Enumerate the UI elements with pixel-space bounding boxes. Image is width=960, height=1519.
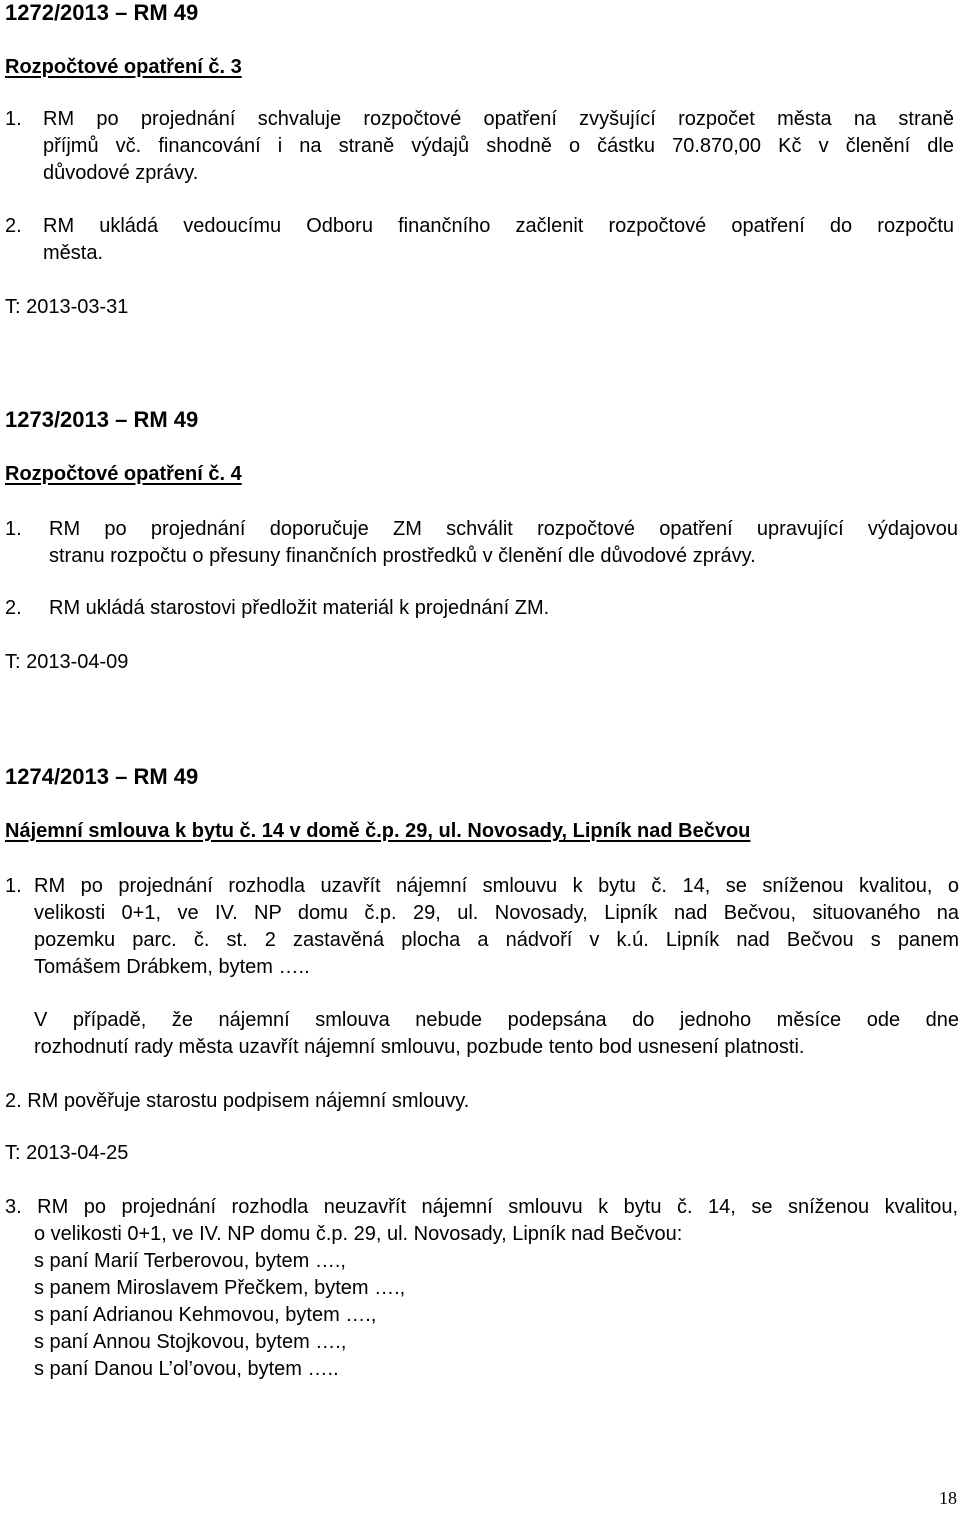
resolution-1273-deadline: T: 2013-04-09 (5, 651, 129, 673)
resolution-1274-person-item: s paní Danou L’ol’ovou, bytem ….. (34, 1358, 339, 1380)
resolution-1273-subtitle: Rozpočtové opatření č. 4 (5, 463, 242, 485)
resolution-1274-condition-line: rozhodnutí rady města uzavřít nájemní smlouvu, pozbude tento bod usnesení platnosti. (34, 1036, 805, 1058)
resolution-1273-heading: 1273/2013 – RM 49 (5, 407, 199, 432)
resolution-1272-heading: 1272/2013 – RM 49 (5, 0, 199, 25)
resolution-1272-item2-number: 2. (5, 215, 22, 237)
resolution-1273-item1-number: 1. (5, 518, 22, 540)
resolution-1272-subtitle: Rozpočtové opatření č. 3 (5, 56, 242, 78)
resolution-1274-item2: 2. RM pověřuje starostu podpisem nájemní smlouvy. (5, 1090, 470, 1112)
resolution-1273-item1-line: stranu rozpočtu o přesuny finančních prostředků v členění dle důvodové zprávy. (49, 545, 756, 567)
resolution-1272-item2-line: města. (43, 242, 104, 264)
resolution-1274-item1-number: 1. (5, 875, 22, 897)
resolution-1272-item1-line: příjmů vč. financování i na straně výdajů shodně o částku 70.870,00 Kč v členění dle (43, 135, 954, 157)
resolution-1274-item3-line: o velikosti 0+1, ve IV. NP domu č.p. 29, ul. Novosady, Lipník nad Bečvou: (34, 1223, 683, 1245)
resolution-1274-person-item: s panem Miroslavem Přečkem, bytem …., (34, 1277, 406, 1299)
resolution-1274-item3-line: 3. RM po projednání rozhodla neuzavřít nájemní smlouvu k bytu č. 14, se sníženou kvalitou, (5, 1196, 958, 1218)
resolution-1274-heading: 1274/2013 – RM 49 (5, 764, 199, 789)
resolution-1274-person-item: s paní Adrianou Kehmovou, bytem …., (34, 1304, 377, 1326)
resolution-1274-person-item: s paní Marií Terberovou, bytem …., (34, 1250, 346, 1272)
resolution-1272-item1-line: důvodové zprávy. (43, 162, 199, 184)
resolution-1274-subtitle: Nájemní smlouva k bytu č. 14 v domě č.p. 29, ul. Novosady, Lipník nad Bečvou (5, 820, 751, 842)
resolution-1274-deadline: T: 2013-04-25 (5, 1142, 129, 1164)
resolution-1272-item1-number: 1. (5, 108, 22, 130)
resolution-1272-item1-line: RM po projednání schvaluje rozpočtové opatření zvyšující rozpočet města na straně (43, 108, 954, 130)
resolution-1274-item1-line: velikosti 0+1, ve IV. NP domu č.p. 29, ul. Novosady, Lipník nad Bečvou, situovaného na (34, 902, 959, 924)
resolution-1272-item2-line: RM ukládá vedoucímu Odboru finančního začlenit rozpočtové opatření do rozpočtu (43, 215, 954, 237)
resolution-1274-item1-line: RM po projednání rozhodla uzavřít nájemní smlouvu k bytu č. 14, se sníženou kvalitou, o (34, 875, 959, 897)
resolution-1274-person-item: s paní Annou Stojkovou, bytem …., (34, 1331, 347, 1353)
resolution-1273-item2-line: RM ukládá starostovi předložit materiál k projednání ZM. (49, 597, 550, 619)
resolution-1273-item1-line: RM po projednání doporučuje ZM schválit rozpočtové opatření upravující výdajovou (49, 518, 958, 540)
resolution-1273-item2-number: 2. (5, 597, 22, 619)
resolution-1274-condition-line: V případě, že nájemní smlouva nebude podepsána do jednoho měsíce ode dne (34, 1009, 959, 1031)
resolution-1274-item1-line: pozemku parc. č. st. 2 zastavěná plocha a nádvoří v k.ú. Lipník nad Bečvou s panem (34, 929, 959, 951)
page-number: 18 (939, 1488, 957, 1508)
resolution-1274-item1-line: Tomášem Drábkem, bytem ….. (34, 956, 310, 978)
resolution-1272-deadline: T: 2013-03-31 (5, 296, 129, 318)
